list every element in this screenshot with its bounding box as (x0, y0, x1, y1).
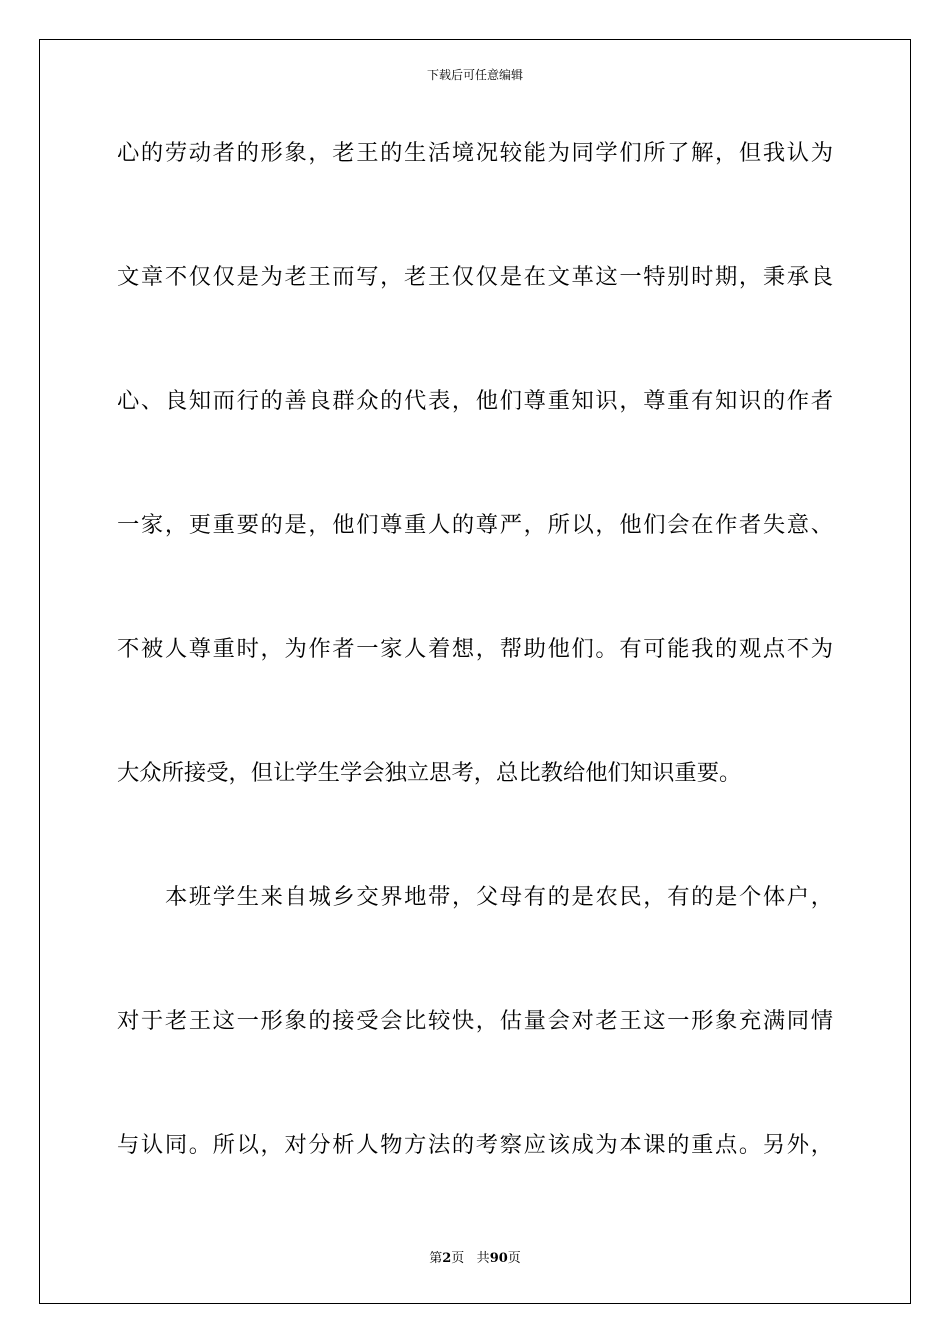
body-line-6: 大众所接受，但让学生学会独立思考，总比教给他们知识重要。 (117, 760, 742, 786)
body-line-1: 心的劳动者的形象，老王的生活境况较能为同学们所了解，但我认为 (117, 140, 833, 166)
body-line-7: 本班学生来自城乡交界地带，父母有的是农民，有的是个体户， (165, 884, 833, 910)
total-prefix: 共 (476, 1251, 490, 1266)
page-border (39, 39, 911, 1304)
page-header: 下载后可任意编辑 (426, 68, 523, 82)
page-footer (0, 1251, 950, 1267)
body-line-3: 心、良知而行的善良群众的代表，他们尊重知识，尊重有知识的作者 (117, 388, 833, 414)
page-prefix: 第 (429, 1251, 443, 1266)
body-line-8: 对于老王这一形象的接受会比较快，估量会对老王这一形象充满同情 (117, 1008, 833, 1034)
body-line-9: 与认同。所以，对分析人物方法的考察应该成为本课的重点。另外， (117, 1132, 833, 1158)
page-number: 2 (442, 1251, 452, 1266)
page-suffix: 页 (451, 1251, 465, 1266)
body-line-5: 不被人尊重时，为作者一家人着想，帮助他们。有可能我的观点不为 (117, 636, 833, 662)
body-line-4: 一家，更重要的是，他们尊重人的尊严，所以，他们会在作者失意、 (117, 512, 833, 538)
body-line-2: 文章不仅仅是为老王而写，老王仅仅是在文革这一特别时期，秉承良 (117, 264, 833, 290)
total-pages: 90 (489, 1251, 508, 1266)
total-suffix: 页 (507, 1251, 521, 1266)
